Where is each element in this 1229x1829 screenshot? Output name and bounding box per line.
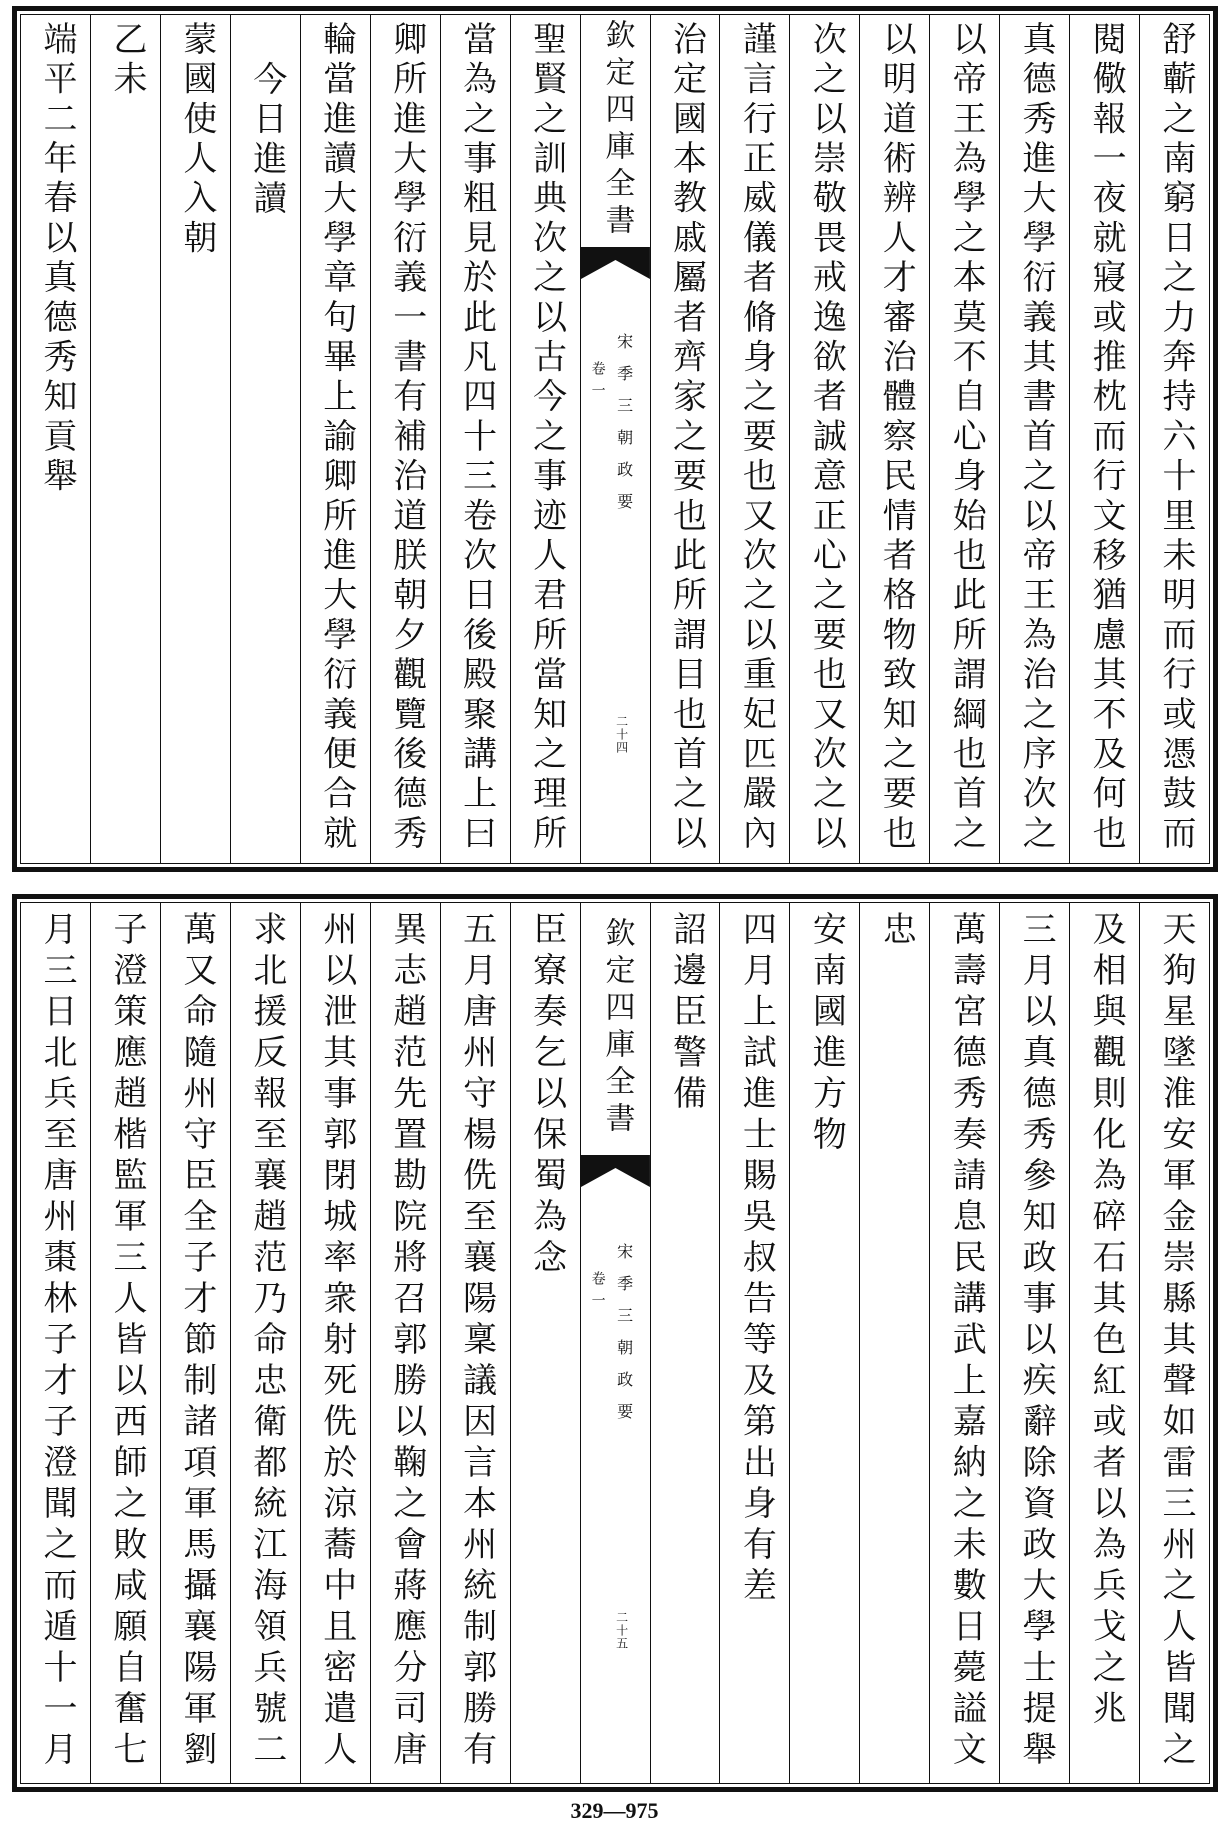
text-column: 謹言行正威儀者脩身之要也又次之以重妃匹嚴內 [719,15,789,863]
center-fold-column [580,15,650,863]
text-column: 次之以崇敬畏戒逸欲者誠意正心之要也又次之以 [789,15,859,863]
text-column: 子澄策應趙楷監軍三人皆以西師之敗咸願自奮七 [90,903,160,1783]
text-column: 乙未 [90,15,160,863]
text-column: 及相與觀則化為碎石其色紅或者以為兵戈之兆 [1069,903,1139,1783]
book-title: 宋季三朝政要 [614,1243,634,1435]
text-column: 以帝王為學之本莫不自心身始也此所謂綱也首之 [929,15,999,863]
top-leaf-frame [20,14,1210,864]
text-column: 真德秀進大學衍義其書首之以帝王為治之序次之 [999,15,1069,863]
text-column: 端平二年春以真德秀知貢舉 [37,21,77,498]
volume-label: 卷一 [589,361,606,405]
text-column: 臣寮奏乞以保蜀為念 [510,903,580,1783]
text-column: 蒙國使人入朝 [160,15,230,863]
text-column: 聖賢之訓典次之以古今之事迹人君所當知之理所 [510,15,580,863]
collection-title: 欽定四庫全書 [599,917,635,1139]
text-column: 萬又命隨州守臣全子才節制諸項軍馬攝襄陽軍劉 [160,903,230,1783]
center-fold-column [580,903,650,1783]
text-column: 當為之事粗見於此凡四十三卷次日後殿聚講上曰 [440,15,510,863]
text-column: 治定國本教戚屬者齊家之要也此所謂目也首之以 [650,15,720,863]
text-column: 閱儆報一夜就寢或推枕而行文移猶慮其不及何也 [1069,15,1139,863]
collection-title: 欽定四庫全書 [599,19,635,241]
fishtail-mark-icon [581,247,650,279]
text-column: 安南國進方物 [789,903,859,1783]
book-title: 宋季三朝政要 [614,333,634,525]
leaf-number: 二十四 [614,715,629,754]
text-column: 五月唐州守楊侁至襄陽稟議因言本州統制郭勝有 [440,903,510,1783]
text-column: 州以泄其事郭閉城率衆射死侁於涼蕎中且密遣人 [300,903,370,1783]
top-leaf [12,6,1218,872]
text-column: 輪當進讀大學章句畢上諭卿所進大學衍義便合就 [300,15,370,863]
volume-label: 卷一 [589,1271,606,1315]
text-column: 異志趙范先置勘院將召郭勝以鞠之會蔣應分司唐 [370,903,440,1783]
text-column: 月三日北兵至唐州棗林子才子澄聞之而遁十一月 [37,911,77,1772]
text-column: 天狗星墜淮安軍金崇縣其聲如雷三州之人皆聞之 [1139,903,1209,1783]
text-column: 詔邊臣警備 [650,903,720,1783]
text-column: 卿所進大學衍義一書有補治道朕朝夕觀覽後德秀 [370,15,440,863]
page-number-footer: 329—975 [570,1798,659,1823]
leaf-number: 二十五 [614,1611,629,1650]
text-column: 四月上試進士賜吳叔告等及第出身有差 [719,903,789,1783]
text-column: 今日進讀 [230,15,300,863]
text-column: 求北援反報至襄趙范乃命忠衛都統江海領兵號二 [230,903,300,1783]
text-column: 三月以真德秀參知政事以疾辭除資政大學士提舉 [999,903,1069,1783]
text-column: 以明道術辨人才審治體察民情者格物致知之要也 [859,15,929,863]
text-column: 舒蘄之南窮日之力奔持六十里未明而行或憑鼓而 [1139,15,1209,863]
bottom-leaf [12,894,1218,1792]
text-column: 萬壽宮德秀奏請息民講武上嘉納之未數日薨謚文 [929,903,999,1783]
fishtail-mark-icon [581,1155,650,1187]
bottom-leaf-frame [20,902,1210,1784]
text-column: 忠 [859,903,929,1783]
